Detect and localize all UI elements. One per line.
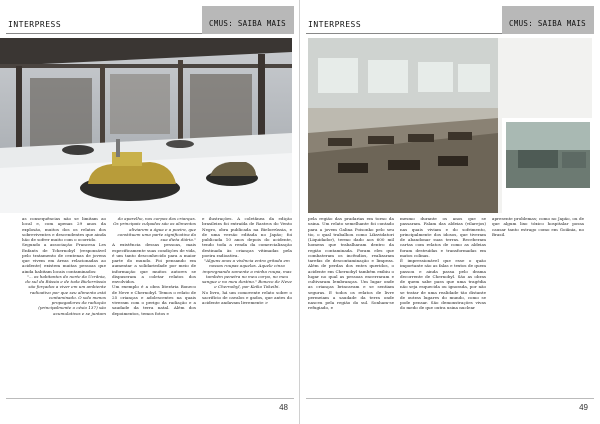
quote: do aparelho, nos corpos das crianças. Os principais culpados são os alimentos aliviarem a água e a poeira, que constituem uma parte significativa da sua dieta diária." <box>113 216 196 242</box>
text-columns <box>22 216 292 316</box>
page-header <box>6 6 294 34</box>
page-footer <box>306 398 594 412</box>
column-2 <box>400 216 486 311</box>
paragraph: as consequências não se limitam ao local e, com apenas 29 anos da explosão, muitos dos os relatos dos sobreviventes e descendentes que ainda hão de sofrer muito com o ocorrido. <box>22 216 106 242</box>
page-footer <box>6 398 294 412</box>
section-title: CMUS: SAIBA MAIS <box>508 19 586 28</box>
text-columns <box>308 216 584 311</box>
paragraph: A existência dessas pessoas, mais especificamente suas condições de vida, é um tanto desconhecido para a maior parte do mundo. Foi pensando em aumentar a solidariedade por meio de informação que muitos autores se dispuseram a coletar relatos dos envolvidos. <box>112 242 196 284</box>
paragraph: e ilustrações. A coletânea da edição brasileira foi extraída de Rastros do Vento Negro, obra publicada na Bielorrússia, e de uma versão editada no Japão; foi publicada 10 anos depois do acidente, tendo toda a renda da comercialização destinada às crianças vitimadas pela poeira radioativa. <box>202 216 292 258</box>
paragraph: Segundo a associação Francesa Les Enfants de Tchernobyl (responsável pelo tratamento de centenas de jovens que vivem em áreas relacionadas ao acidente) existem muitas pessoas que ainda habitam locais contaminados: <box>22 242 106 274</box>
column-1 <box>22 216 106 316</box>
paragraph: É impressionável que esse o quão importante são as falas e textos de quem passou e ainda passa pelo drama decorrente de Chernobyl. São as obras de quem sabe para que uma tragédia não seja esquecida ou ignorada, por não se tratar de uma realidade tão distante de outras lugares do mundo, como se pode pensar. São demonstrações vivas do medo de que outra usina nuclear <box>400 258 486 311</box>
right-page <box>300 0 600 424</box>
paragraph: mesmo durante os anos que se passaram. Falam das aldeias (vilarejos) nas quais viviam e do sofrimento, principalmente dos idosos, que tiveram de abandonar suas terras. Receberam cartas com relatos de como as aldeias foram destruídas e transformadas em matos colinas. <box>400 216 486 258</box>
photo-abandoned-schoolroom <box>308 38 592 213</box>
photo-bumper-car-snow <box>0 38 292 213</box>
paragraph: No livro, há um comovente relato sobre o sacrifício de cavalos e gados, que antes do acidente andavam livremente > <box>202 289 292 305</box>
page-number: 49 <box>579 403 588 412</box>
paragraph: pela região das pradarias em torno da usina. Um relato semelhante foi contado para a jovem Galina Poisonko pelo seu tio, o qual trabalhou como Liksvidatori (Liquidador), termo dado aos 600 mil homens que trabalharam dentro da região contaminada. Foram eles que combateram os incêndios, realizaram tarefas de descontaminação e limpeza. Além de perdas dos entes queridos, o acidente em Chernobyl também exibiu o lugar no qual as pessoas encerraram e cultivaram lembranças. Um lugar onde as crianças brincavam e se sentiam seguras. E todos os relatos de livre permeiam a saudade da terra onde nasceu pela região do sul. Sonham-se refugiado, e <box>308 216 394 311</box>
section-tag <box>202 6 294 34</box>
column-2 <box>112 216 196 316</box>
brand-name: INTERPRESS <box>8 20 62 29</box>
section-tag <box>502 6 594 34</box>
quote: "Alguns anos a vivência entra gritada em nossas roupas aquelas. Aquele cinza impregnando somente a minha roupa, mas também penetra no meu corpo, no meu sangue e no meu destino." Boneco de Neve e Chernobyl, por Keiko Tokeibi. <box>202 258 292 290</box>
paragraph: Um exemplo é a obra literária Boneco de Neve e Chernobyl. Temos o relato de 25 crianças e adolescentes na quais viveram com o perigo da radiação e a saudade da terra natal. Além dos depoimentos, temos fotos e <box>112 284 196 316</box>
paragraph: apresente problemas; como no Japão, ou de que algum lixo tóxico hospitalar possa causar tanto estrago como em Goiânia, no Brasil. <box>492 216 584 237</box>
column-1 <box>308 216 394 311</box>
page-number: 48 <box>279 403 288 412</box>
brand-name: INTERPRESS <box>308 20 362 29</box>
page-header <box>306 6 594 34</box>
column-3 <box>202 216 292 316</box>
column-3 <box>492 216 584 311</box>
section-title: CMUS: SAIBA MAIS <box>208 19 286 28</box>
quote: "... os habitantes do norte da Ucrânia, do sul da Rússia e de toda Bielorrússia são forçados a viver em um ambiente radioativo por que seu alimento está contaminado. O solo menos propagadores da radiação (principalmente o césio 137) são acumulativos e se juntam <box>25 273 106 316</box>
